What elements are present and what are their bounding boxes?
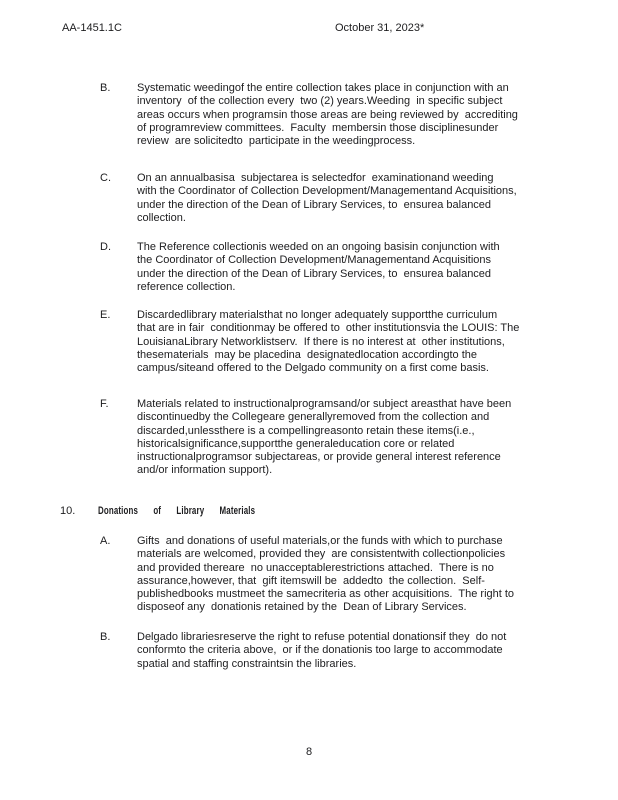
item-letter: A.: [100, 535, 111, 547]
item-letter: C.: [100, 172, 111, 184]
item-letter: B.: [100, 82, 111, 94]
section-heading: [0, 505, 618, 518]
item-text: [137, 535, 618, 615]
list-item-d: [0, 241, 618, 294]
text-line: thesematerials may be placedina designatedlocation accordingto the: [137, 348, 477, 361]
doc-number: AA-1451.1C: [62, 22, 122, 34]
text-line: spatial and staffing constraintsin the libraries.: [137, 657, 357, 670]
item-text: [137, 172, 618, 225]
text-line: Systematic weedingof the entire collection takes place in conjunction with an: [137, 82, 509, 94]
text-line: The Reference collectionis weeded on an ongoing basisin conjunction with: [137, 241, 500, 253]
text-line: reference collection.: [137, 280, 236, 293]
sub-item-b: [0, 631, 618, 671]
section-title: Donations of Library Materials: [98, 505, 256, 517]
doc-date: October 31, 2023*: [335, 22, 425, 34]
text-line: discontinuedby the Collegeare generallyremoved from the collection and: [137, 411, 490, 424]
text-line: discarded,unlessthere is a compellingreasonto retain these items(i.e.,: [137, 424, 475, 437]
text-line: instructionalprogramsor subjectareas, or provide general interest reference: [137, 451, 501, 464]
section-number: 10.: [60, 505, 76, 517]
item-text: [137, 631, 618, 671]
text-line: of programreview committees. Faculty membersin those disciplinesunder: [137, 121, 499, 134]
text-line: Discardedlibrary materialsthat no longer adequately supportthe curriculum: [137, 309, 498, 321]
text-line: disposeof any donationis retained by the Dean of Library Services.: [137, 601, 467, 614]
item-text: [137, 241, 618, 294]
text-line: the Coordinator of Collection Development/Managementand Acquisitions: [137, 254, 492, 267]
text-line: under the direction of the Dean of Library Services, to ensurea balanced: [137, 198, 492, 211]
text-line: Delgado librariesreserve the right to refuse potential donationsif they do not: [137, 631, 507, 643]
text-line: with the Coordinator of Collection Development/Managementand Acquisitions,: [137, 185, 517, 198]
text-line: Gifts and donations of useful materials,or the funds with which to purchase: [137, 535, 503, 547]
list-item-b: [0, 82, 618, 148]
page-number: 8: [305, 746, 313, 758]
item-letter: B.: [100, 631, 111, 643]
item-text: [137, 309, 618, 375]
text-line: under the direction of the Dean of Library Services, to ensurea balanced: [137, 267, 492, 280]
text-line: publishedbooks mustmeet the samecriteria as other acquisitions. The right to: [137, 588, 515, 601]
text-line: assurance,however, that gift itemswill be addedto the collection. Self-: [137, 574, 485, 587]
text-line: and/or information support).: [137, 464, 273, 477]
item-letter: F.: [100, 398, 109, 410]
text-line: LouisianaLibrary Networklistserv. If there is no interest at other institutions,: [137, 335, 505, 348]
list-item-c: [0, 172, 618, 225]
text-line: inventory of the collection every two (2) years.Weeding in specific subject: [137, 95, 503, 108]
item-text: [137, 82, 618, 148]
item-letter: E.: [100, 309, 111, 321]
sub-item-a: [0, 535, 618, 615]
text-line: Materials related to instructionalprogramsand/or subject areasthat have been: [137, 398, 512, 410]
item-letter: D.: [100, 241, 111, 253]
text-line: conformto the criteria above, or if the donationis too large to accommodate: [137, 644, 503, 657]
text-line: that are in fair conditionmay be offered to other institutionsvia the LOUIS: The: [137, 322, 520, 335]
list-item-f: [0, 398, 618, 478]
text-line: materials are welcomed, provided they are consistentwith collectionpolicies: [137, 548, 506, 561]
text-line: campus/siteand offered to the Delgado community on a first come basis.: [137, 362, 489, 375]
text-line: review are solicitedto participate in the weedingprocess.: [137, 135, 416, 148]
text-line: On an annualbasisa subjectarea is selectedfor examinationand weeding: [137, 172, 494, 184]
text-line: and provided thereare no unacceptablerestrictions attached. There is no: [137, 561, 494, 574]
item-text: [137, 398, 618, 478]
list-item-e: [0, 309, 618, 375]
text-line: areas occurs when programsin those areas are being reviewed by accrediting: [137, 108, 518, 121]
text-line: collection.: [137, 211, 186, 224]
text-line: historicalsignificance,supportthe generaleducation core or related: [137, 437, 455, 450]
